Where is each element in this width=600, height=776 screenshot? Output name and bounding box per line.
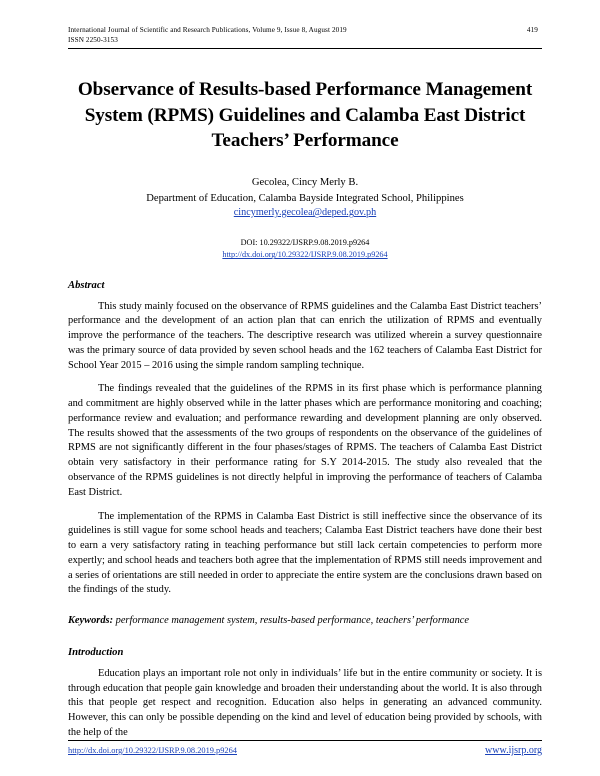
footer-doi-link[interactable] — [68, 746, 237, 755]
affiliation: Department of Education, Calamba Bayside Integrated School, Philippines — [146, 192, 464, 204]
page-title: Observance of Results-based Performance Management System (RPMS) Guidelines and Calamba East District Teachers’ Performance — [77, 79, 533, 152]
footer-doi-anchor[interactable]: http://dx.doi.org/10.29322/IJSRP.9.08.2019.p9264 — [68, 746, 237, 755]
abstract-paragraph: This study mainly focused on the observance of RPMS guidelines and the Calamba East District teachers’ performance and the development of an action plan that can enrich the utilization of RPMS and eventually improve the performance of the teachers. The descriptive research was utilized wherein a survey questionnaire was the primary source of data provided by seven school heads and the 162 teachers of Calamba East District for School Year 2015 – 2016 using the simple random sampling technique. — [68, 300, 542, 371]
page-footer — [68, 740, 542, 756]
abstract-paragraph: The findings revealed that the guidelines of the RPMS in its first phase which is performance planning and commitment are highly observed while in the latter phases which are performance monitoring and coaching; performance review and evaluation; and performance rewarding and development planning are only observed. The results showed that the assessments of the two groups of respondents on the observance of the guidelines of RPMS are not significantly different in the four phases/stages of RPMS. The teachers of Calamba East District obtain very satisfactory in their performance rating for S.Y 2014-2015. The study also revealed that the observance of the RPMS guidelines is not directly helpful in improving the performance of teachers of Calamba East District. — [68, 383, 542, 498]
running-head-issn: ISSN 2250-3153 — [68, 35, 118, 44]
footer-divider — [68, 740, 542, 741]
header-divider — [68, 48, 542, 49]
keywords — [68, 614, 542, 629]
introduction-heading: Introduction — [68, 646, 124, 658]
keywords-label: Keywords: — [68, 615, 114, 627]
author-list: Gecolea, Cincy Merly B. — [251, 177, 359, 189]
introduction-paragraph: Education plays an important role not only in individuals’ life but in the entire community or society. It is through education that people gain knowledge and broaden their understanding about the world. It is also through this that people get respect and recognition. Education also helps in generating an advanced community. However, this can only be possible depending on the kind and level of education being provided by schools, with the help of the — [68, 667, 542, 738]
author-email-link[interactable]: cincymerly.gecolea@deped.gov.ph — [233, 207, 377, 219]
abstract-paragraph: The implementation of the RPMS in Calamba East District is still ineffective since the observance of its guidelines is still vague for some school heads and teachers; Calamba East District teachers have done their best to earn a very satisfactory rating in teaching performance but still lack certain competencies to perform more expertly; and school heads and teachers both agree that the implementation of RPMS still needs improvement and a series of orientations are still needed in order to appreciate the entire system are the conclusions drawn based on the findings of the study. — [68, 510, 542, 596]
footer-site-link[interactable]: www.ijsrp.org — [485, 745, 542, 756]
running-head-journal: International Journal of Scientific and Research Publications, Volume 9, Issue 8, August 2019 — [68, 26, 347, 34]
running-head — [68, 26, 542, 47]
abstract-heading: Abstract — [68, 279, 105, 291]
doi-link[interactable]: http://dx.doi.org/10.29322/IJSRP.9.08.2019.p9264 — [222, 250, 388, 260]
keywords-text: performance management system, results-based performance, teachers’ performance — [113, 615, 470, 627]
page-number: 419 — [526, 26, 538, 34]
doi-text: DOI: 10.29322/IJSRP.9.08.2019.p9264 — [240, 237, 370, 247]
